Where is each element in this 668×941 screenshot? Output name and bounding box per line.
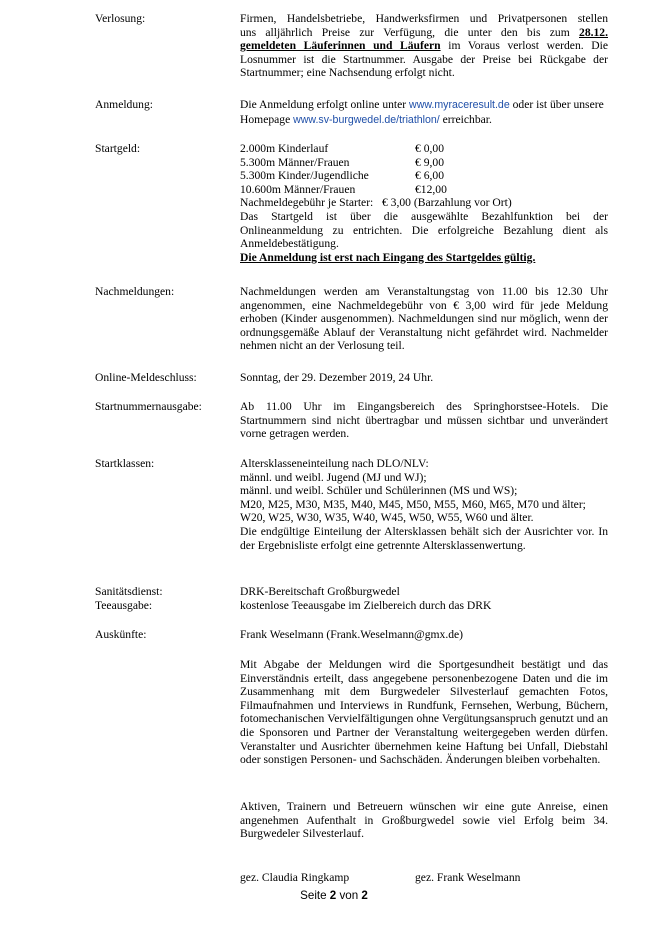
anmeldung-text-1: Die Anmeldung erfolgt online unter — [240, 98, 410, 111]
anmeldung-text-3: erreichbar. — [439, 112, 492, 126]
fee-row — [240, 142, 608, 156]
disclaimer-paragraph: Mit Abgabe der Meldungen wird die Sportgesundheit bestätigt und das Einverständnis erteilt, dass angegebene personenbezogene Daten und die im Zusammenhang mit dem Burgwedeler Silvesterlauf gemachten Fotos, Filmaufnahmen und Interviews in Rundfunk, Fernsehen, Werbung, Büchern, fotomechanischen Vervielfältigungen ohne Vergütungsanspruch genutzt und an die Sponsoren und Partner der Veranstaltung weitergegeben werden dürfen. Veranstalter und Ausrichter übernehmen keine Haftung bei Unfall, Diebstahl oder sonstigen Personen- und Sachschäden. Änderungen bleiben vorbehalten. — [240, 658, 608, 767]
section-label-startnummern: Startnummernausgabe: — [95, 400, 202, 413]
nachmeldungen-text: Nachmeldungen werden am Veranstaltungstag von 11.00 bis 12.30 Uhr angenommen, eine Nachmeldegebühr von € 3,00 wird für jede Meldung erhoben (Kinder ausgenommen). Nachmeldungen sind nur möglich, wenn der ordnungsgemäße Ablauf der Veranstaltung nicht gefährdet wird. Nachmelder nehmen nicht an der Verlosung teil. — [240, 285, 608, 353]
payment-text: Das Startgeld ist über die ausgewählte Bezahlfunktion bei der Onlineanmeldung zu entrichten. Die erfolgreiche Bezahlung dient als Anmeldebestätigung. — [240, 209, 608, 251]
anmeldung-text-2: oder ist über unsere Homepage — [240, 98, 604, 126]
footer-prefix: Seite — [300, 889, 330, 902]
section-label-anmeldung: Anmeldung: — [95, 98, 153, 111]
startklassen-final: Die endgültige Einteilung der Altersklassen behält sich der Ausrichter vor. In der Ergebnisliste erfolgt eine getrennte Altersklassenwertung. — [240, 524, 608, 552]
footer-page-total: 2 — [361, 889, 368, 902]
section-label-nachmeldungen: Nachmeldungen: — [95, 285, 175, 298]
verlosung-rest: Losnummer ist die Startnummer. Ausgabe der Preise bei Rückgabe der Startnummer; eine Nachsendung erfolgt nicht. — [240, 52, 608, 80]
myraceresult-link[interactable]: www.myraceresult.de — [409, 99, 510, 111]
fee-name: 5.300m Männer/Frauen — [240, 155, 350, 169]
section-label-startgeld: Startgeld: — [95, 142, 141, 155]
startnummern-text: Ab 11.00 Uhr im Eingangsbereich des Springhorstsee-Hotels. Die Startnummern sind nicht übertragbar und müssen sichtbar und unverändert vorne getragen werden. — [240, 400, 608, 441]
fee-row — [240, 183, 608, 197]
registration-notice: Die Anmeldung ist erst nach Eingang des Startgeldes gültig. — [240, 250, 536, 264]
m-classes: M20, M25, M30, M35, M40, M45, M50, M55, M60, M65, M70 und älter; — [240, 497, 586, 511]
fee-name: 5.300m Kinder/Jugendliche — [240, 169, 369, 183]
signature-right: gez. Frank Weselmann — [415, 871, 521, 884]
page-footer — [0, 889, 668, 903]
meldeschluss-text: Sonntag, der 29. Dezember 2019, 24 Uhr. — [240, 371, 434, 384]
verlosung-after-bold: im Voraus verlost werden. Die — [440, 39, 608, 53]
startklassen-line: männl. und weibl. Jugend (MJ und WJ); — [240, 470, 427, 484]
footer-page-number: 2 — [329, 889, 337, 902]
auskuenfte-text: Frank Weselmann (Frank.Weselmann@gmx.de) — [240, 628, 464, 641]
late-fee-label: Nachmeldegebühr je Starter: — [240, 196, 374, 210]
section-label-meldeschluss: Online-Meldeschluss: — [95, 371, 197, 384]
fee-price: € 9,00 — [415, 155, 444, 169]
tee-text: kostenlose Teeausgabe im Zielbereich durch das DRK — [240, 599, 492, 612]
closing-paragraph: Aktiven, Trainern und Betreuern wünschen wir eine gute Anreise, einen angenehmen Aufenthalt in Großburgwedel sowie viel Erfolg beim 34. Burgwedeler Silvesterlauf. — [240, 800, 608, 841]
signature-left: gez. Claudia Ringkamp — [240, 871, 350, 884]
verlosung-line-2-text: uns alljährlich Preise zur Verfügung, die unter den bis zum — [240, 25, 570, 39]
fee-row — [240, 169, 608, 183]
verlosung-line-2 — [240, 26, 608, 40]
section-label-sanitaet: Sanitätsdienst: — [95, 585, 163, 598]
anmeldung-text — [240, 98, 608, 127]
startklassen-line: Altersklasseneinteilung nach DLO/NLV: — [240, 457, 429, 470]
fee-price: € 0,00 — [415, 142, 444, 155]
fee-row — [240, 156, 608, 170]
fee-name: 10.600m Männer/Frauen — [240, 182, 356, 196]
footer-middle: von — [336, 889, 362, 902]
section-label-verlosung: Verlosung: — [95, 12, 146, 25]
fee-price: €12,00 — [415, 182, 447, 196]
late-fee-row — [240, 196, 608, 210]
verlosung-line-3 — [240, 39, 608, 53]
startgeld-text — [240, 142, 608, 264]
startklassen-text — [240, 457, 608, 552]
sanitaet-text: DRK-Bereitschaft Großburgwedel — [240, 585, 400, 598]
section-label-tee: Teeausgabe: — [95, 599, 153, 612]
verlosung-date: 28.12. — [579, 25, 608, 39]
verlosung-bold-line: gemeldeten Läuferinnen und Läufern — [240, 39, 441, 53]
sv-burgwedel-link[interactable]: www.sv-burgwedel.de/triathlon/ — [293, 113, 440, 126]
section-label-auskuenfte: Auskünfte: — [95, 628, 147, 641]
w-classes: W20, W25, W30, W35, W40, W45, W50, W55, W60 und älter. — [240, 511, 534, 525]
verlosung-text — [240, 12, 608, 80]
late-fee-value: € 3,00 (Barzahlung vor Ort) — [381, 196, 512, 210]
verlosung-line-1: Firmen, Handelsbetriebe, Handwerksfirmen und Privatpersonen stellen — [240, 12, 608, 25]
section-label-startklassen: Startklassen: — [95, 457, 155, 470]
startklassen-line: männl. und weibl. Schüler und Schülerinnen (MS und WS); — [240, 484, 518, 498]
fee-price: € 6,00 — [415, 169, 444, 183]
fee-name: 2.000m Kinderlauf — [240, 142, 329, 155]
